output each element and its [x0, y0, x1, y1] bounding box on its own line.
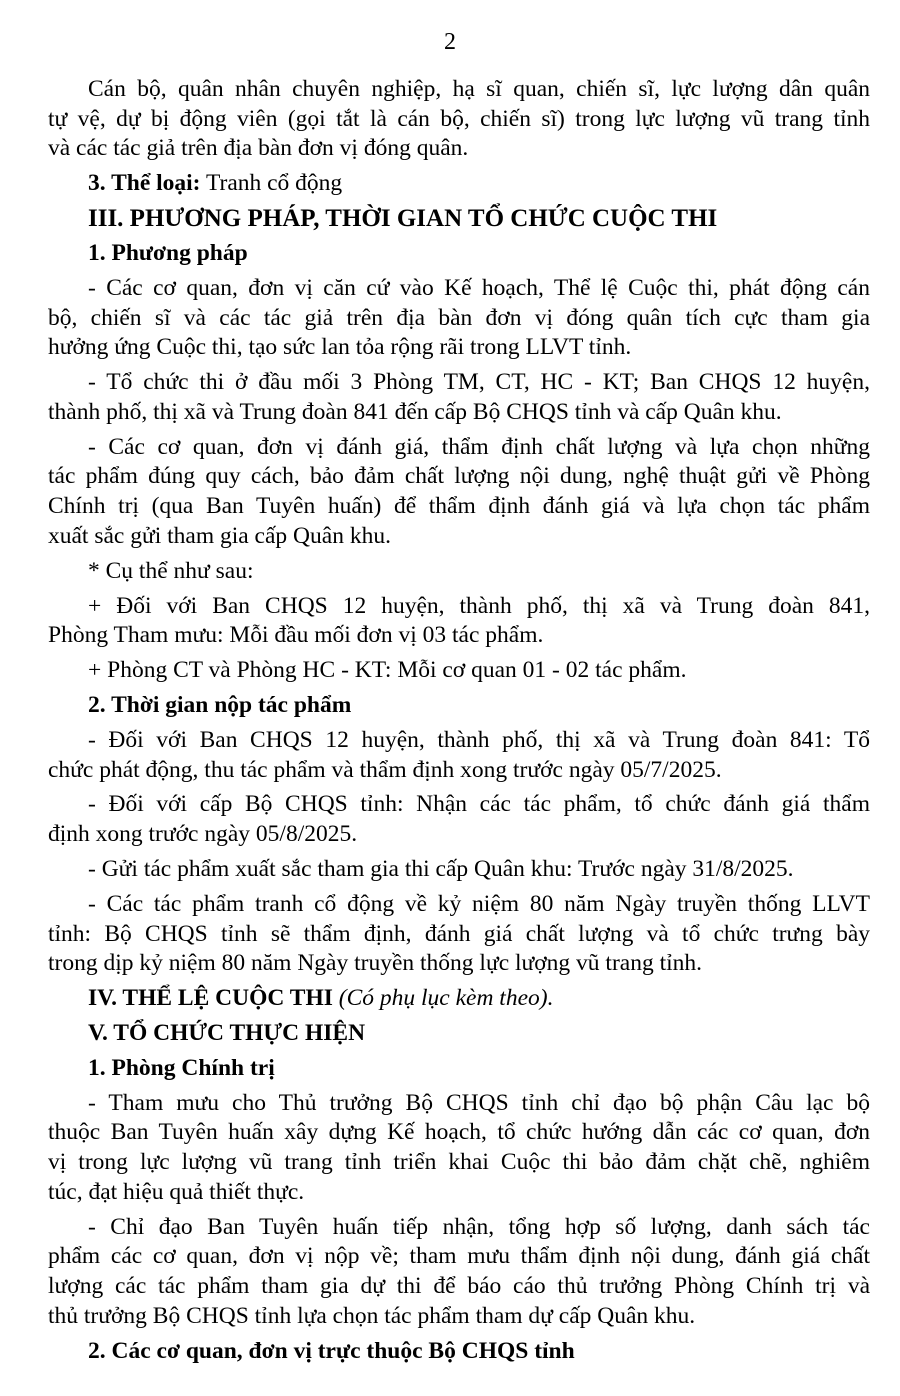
text-line — [48, 1337, 870, 1367]
text-line: hưởng ứng Cuộc thi, tạo sức lan tỏa rộng rãi trong LLVT tỉnh. — [48, 334, 632, 361]
paragraph — [48, 890, 870, 979]
text-line: + Phòng CT và Phòng HC - KT: Mỗi cơ quan 01 - 02 tác phẩm. — [88, 657, 687, 684]
document-body — [48, 75, 870, 1371]
section-heading — [48, 204, 870, 234]
paragraph — [48, 726, 870, 785]
text-line: xuất sắc gửi tham gia cấp Quân khu. — [48, 522, 391, 549]
text-line: - Các cơ quan, đơn vị đánh giá, thẩm định chất lượng và lựa chọn những — [88, 433, 870, 460]
section-heading — [48, 691, 870, 721]
section-heading — [48, 1337, 870, 1367]
text-line: vị trong lực lượng vũ trang tỉnh triển khai Cuộc thi bảo đảm chặt chẽ, nghiêm — [48, 1149, 870, 1176]
text-line — [48, 691, 870, 721]
text-line: Phòng Tham mưu: Mỗi đầu mối đơn vị 03 tác phẩm. — [48, 622, 544, 649]
italic-text: (Có phụ lục kèm theo). — [338, 985, 554, 1012]
text-line: Cán bộ, quân nhân chuyên nghiệp, hạ sĩ quan, chiến sĩ, lực lượng dân quân — [88, 76, 870, 102]
section-heading — [48, 239, 870, 269]
text-line: - Các tác phẩm tranh cổ động về kỷ niệm 80 năm Ngày truyền thống LLVT — [88, 890, 870, 917]
text-line — [48, 1054, 870, 1084]
text-line: - Gửi tác phẩm xuất sắc tham gia thi cấp Quân khu: Trước ngày 31/8/2025. — [88, 855, 794, 882]
paragraph — [48, 274, 870, 363]
text-line: túc, đạt hiệu quả thiết thực. — [48, 1178, 305, 1205]
text-line: lượng các tác phẩm tham gia dự thi để báo cáo thủ trưởng Phòng Chính trị và — [48, 1273, 870, 1299]
text-line — [48, 984, 870, 1014]
text-line: - Tham mưu cho Thủ trưởng Bộ CHQS tỉnh chỉ đạo bộ phận Câu lạc bộ — [88, 1089, 870, 1116]
paragraph — [48, 592, 870, 651]
text-line: III. PHƯƠNG PHÁP, THỜI GIAN TỔ CHỨC CUỘC THI — [88, 205, 718, 233]
text-line: - Đối với cấp Bộ CHQS tỉnh: Nhận các tác phẩm, tổ chức đánh giá thẩm — [88, 791, 870, 818]
text-line: và các tác giả trên địa bàn đơn vị đóng quân. — [48, 135, 469, 162]
text-line: tác phẩm đúng quy cách, bảo đảm chất lượng nội dung, nghệ thuật gửi về Phòng — [48, 463, 870, 490]
text-line: - Đối với Ban CHQS 12 huyện, thành phố, thị xã và Trung đoàn 841: Tổ — [88, 726, 870, 753]
text-line: - Các cơ quan, đơn vị căn cứ vào Kế hoạch, Thể lệ Cuộc thi, phát động cán — [88, 274, 870, 301]
bold-text: 2. Các cơ quan, đơn vị trực thuộc Bộ CHQS tỉnh — [88, 1337, 575, 1364]
paragraph — [48, 169, 870, 199]
paragraph — [48, 790, 870, 849]
paragraph — [48, 75, 870, 164]
paragraph — [48, 855, 870, 885]
bold-text: 1. Phương pháp — [88, 240, 248, 266]
section-heading — [48, 1019, 870, 1049]
text-line: thủ trưởng Bộ CHQS tỉnh lựa chọn tác phẩm tham dự cấp Quân khu. — [48, 1302, 696, 1329]
bold-text: V. TỔ CHỨC THỰC HIỆN — [88, 1019, 366, 1046]
bold-text: 1. Phòng Chính trị — [88, 1054, 275, 1081]
text-line: thành phố, thị xã và Trung đoàn 841 đến cấp Bộ CHQS tỉnh và cấp Quân khu. — [48, 398, 782, 425]
text-line: phẩm các cơ quan, đơn vị nộp về; tham mưu thẩm định nội dung, đánh giá chất — [48, 1243, 870, 1270]
bold-text: IV. THỂ LỆ CUỘC THI — [88, 985, 339, 1012]
text-line: bộ, chiến sĩ và các tác giả trên địa bàn đơn vị đóng quân tích cực tham gia — [48, 304, 870, 331]
section-heading — [48, 1054, 870, 1084]
paragraph — [48, 1089, 870, 1208]
text-line: chức phát động, thu tác phẩm và thẩm định xong trước ngày 05/7/2025. — [48, 756, 722, 783]
paragraph — [48, 656, 870, 686]
text-line: tỉnh: Bộ CHQS tỉnh sẽ thẩm định, đánh giá chất lượng và tổ chức trưng bày — [48, 920, 870, 947]
text-line: định xong trước ngày 05/8/2025. — [48, 821, 358, 848]
text-line — [48, 239, 870, 269]
text-line — [48, 169, 870, 199]
text-run: Tranh cổ động — [200, 170, 343, 197]
bold-text: 2. Thời gian nộp tác phẩm — [88, 691, 352, 718]
paragraph — [48, 557, 870, 587]
text-line: + Đối với Ban CHQS 12 huyện, thành phố, thị xã và Trung đoàn 841, — [88, 592, 870, 619]
text-line: - Tổ chức thi ở đầu mối 3 Phòng TM, CT, HC - KT; Ban CHQS 12 huyện, — [88, 369, 870, 396]
text-line: * Cụ thể như sau: — [88, 557, 254, 584]
text-line — [48, 1019, 870, 1049]
text-line: tự vệ, dự bị động viên (gọi tắt là cán bộ, chiến sĩ) trong lực lượng vũ trang tỉnh — [48, 105, 870, 132]
paragraph — [48, 433, 870, 552]
bold-text: 3. Thể loại: — [88, 170, 201, 197]
paragraph — [48, 368, 870, 427]
text-line: thuộc Ban Tuyên huấn xây dựng Kế hoạch, tổ chức hướng dẫn các cơ quan, đơn — [48, 1119, 870, 1146]
text-line: - Chỉ đạo Ban Tuyên huấn tiếp nhận, tổng hợp số lượng, danh sách tác — [88, 1213, 870, 1240]
text-line: trong dịp kỷ niệm 80 năm Ngày truyền thống lực lượng vũ trang tỉnh. — [48, 950, 703, 977]
section-heading — [48, 984, 870, 1014]
page-number: 2 — [444, 29, 456, 55]
text-line: Chính trị (qua Ban Tuyên huấn) để thẩm định đánh giá và lựa chọn tác phẩm — [48, 493, 870, 520]
paragraph — [48, 1213, 870, 1332]
